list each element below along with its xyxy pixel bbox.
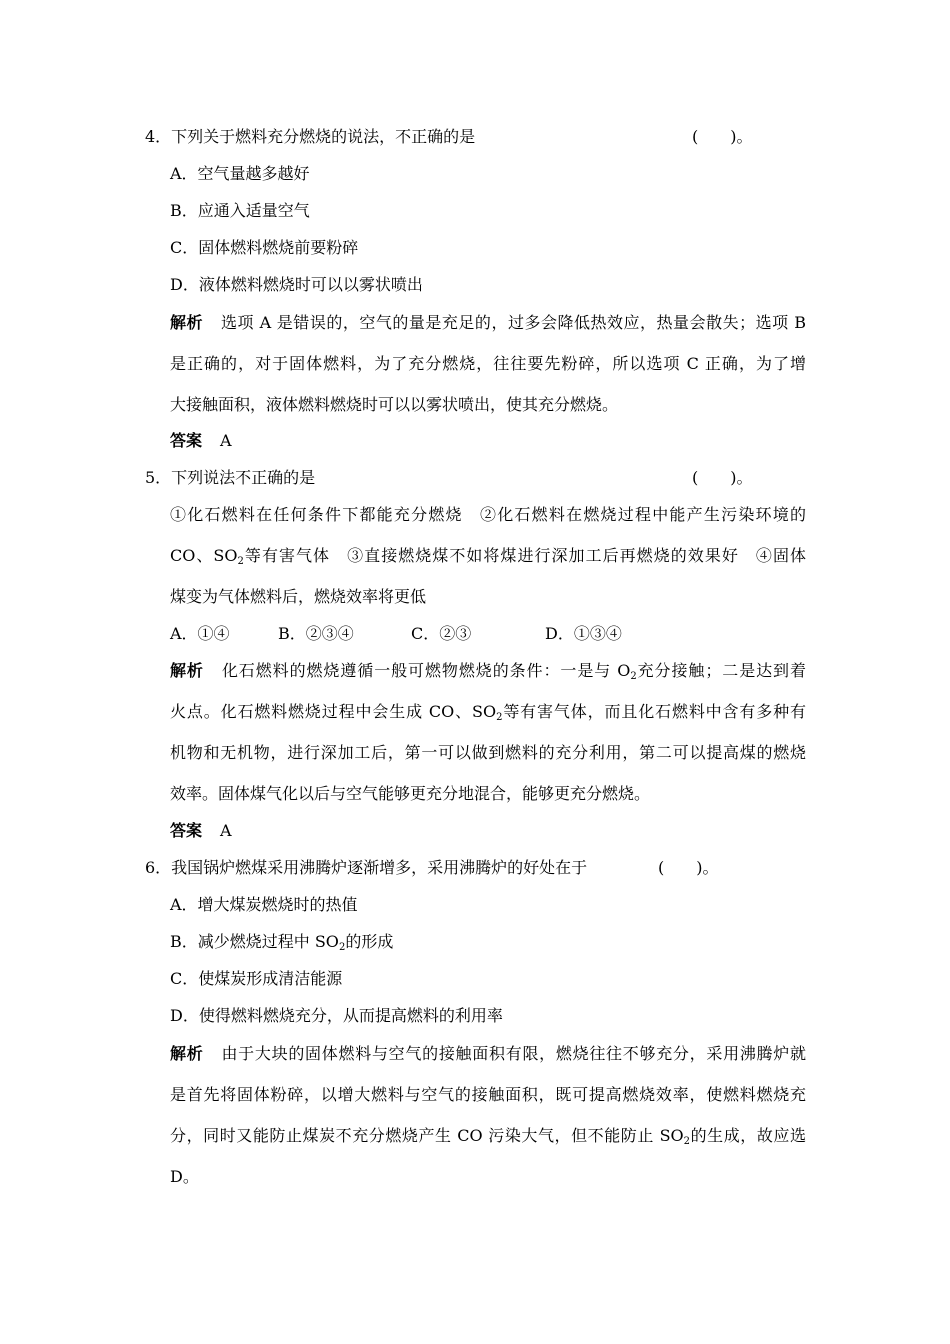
question-6-option-a: A．增大煤炭燃烧时的热值: [170, 895, 358, 914]
question-5-option-b: B．②③④: [278, 624, 354, 643]
question-6-analysis-line-2: 是首先将固体粉碎，以增大燃料与空气的接触面积，既可提高燃烧效率，使燃料燃烧充: [170, 1085, 806, 1104]
analysis-text: 火点。化石燃料燃烧过程中会生成 CO、SO: [170, 702, 497, 721]
question-4-option-a: A．空气量越多越好: [170, 164, 310, 183]
question-5-answer: [170, 820, 232, 842]
question-4-option-d: D．液体燃料燃烧时可以以雾状喷出: [170, 275, 423, 294]
answer-value: A: [220, 821, 232, 840]
question-6-option-d: D．使得燃料燃烧充分，从而提高燃料的利用率: [170, 1006, 503, 1025]
question-5-option-c: C．②③: [411, 624, 472, 643]
answer-value: A: [220, 431, 232, 450]
question-4-analysis-line-2: 是正确的，对于固体燃料，为了充分燃烧，往往要先粉碎，所以选项 C 正确，为了增: [170, 354, 806, 373]
question-5-stem: 5．下列说法不正确的是: [145, 468, 316, 487]
question-4-option-c: C．固体燃料燃烧前要粉碎: [170, 238, 359, 257]
analysis-text: 等有害气体，而且化石燃料中含有多种有: [502, 702, 806, 721]
question-4-stem: 4．下列关于燃料充分燃烧的说法，不正确的是: [145, 127, 476, 146]
analysis-label: 解析: [170, 1044, 204, 1063]
question-5-analysis-line-4: 效率。固体煤气化以后与空气能够更充分地混合，能够更充分燃烧。: [170, 784, 651, 803]
analysis-label: 解析: [170, 313, 204, 332]
analysis-text: 由于大块的固体燃料与空气的接触面积有限，燃烧往往不够充分，采用沸腾炉就: [221, 1044, 806, 1063]
question-5-analysis-line-2: [170, 701, 806, 723]
analysis-text: 分，同时又能防止煤炭不充分燃烧产生 CO 污染大气，但不能防止 SO: [170, 1126, 684, 1145]
question-5-answer-blank: ( )。: [692, 468, 753, 487]
option-text: 的形成: [345, 932, 394, 951]
answer-label: 答案: [170, 431, 203, 450]
subscript: 2: [683, 1136, 691, 1147]
question-5-option-d: D．①③④: [545, 624, 622, 643]
analysis-text: 选项 A 是错误的，空气的量是充足的，过多会降低热效应，热量会散失；选项 B: [221, 313, 806, 332]
question-4-analysis-line-3: 大接触面积，液体燃料燃烧时可以以雾状喷出，使其充分燃烧。: [170, 395, 619, 414]
question-6-stem: 6．我国锅炉燃煤采用沸腾炉逐渐增多，采用沸腾炉的好处在于: [145, 858, 588, 877]
answer-label: 答案: [170, 821, 203, 840]
subscript: 2: [338, 942, 346, 953]
question-5-body-line-1: ①化石燃料在任何条件下都能充分燃烧 ②化石燃料在燃烧过程中能产生污染环境的: [170, 505, 806, 524]
question-6-answer-blank: ( )。: [658, 858, 719, 877]
analysis-text: 化石燃料的燃烧遵循一般可燃物燃烧的条件：一是与 O: [221, 661, 631, 680]
question-6-option-c: C．使煤炭形成清洁能源: [170, 969, 343, 988]
question-6-analysis-line-4: D。: [170, 1167, 199, 1186]
option-text: B．减少燃烧过程中 SO: [170, 932, 339, 951]
question-4-option-b: B．应通入适量空气: [170, 201, 310, 220]
analysis-label: 解析: [170, 661, 204, 680]
question-6-analysis-line-3: [170, 1125, 806, 1147]
analysis-text: 的生成，故应选: [690, 1126, 806, 1145]
question-4-analysis-line-1: [170, 312, 806, 334]
body-text: CO、SO: [170, 546, 238, 565]
subscript: 2: [496, 712, 503, 723]
question-6-option-b: [170, 931, 393, 953]
question-5-body-line-2: [170, 545, 806, 567]
question-4-answer-blank: ( )。: [692, 127, 753, 146]
question-5-option-a: A．①④: [170, 624, 230, 643]
question-5-analysis-line-1: [170, 660, 806, 682]
question-4-answer: [170, 430, 232, 452]
body-text: 等有害气体 ③直接燃烧煤不如将煤进行深加工后再燃烧的效果好 ④固体: [243, 546, 806, 565]
analysis-text: 充分接触；二是达到着: [636, 661, 806, 680]
subscript: 2: [237, 556, 244, 567]
question-6-analysis-line-1: [170, 1043, 806, 1065]
question-5-analysis-line-3: 机物和无机物，进行深加工后，第一可以做到燃料的充分利用，第二可以提高煤的燃烧: [170, 743, 806, 762]
question-5-body-line-3: 煤变为气体燃料后，燃烧效率将更低: [170, 587, 427, 606]
subscript: 2: [630, 671, 637, 682]
